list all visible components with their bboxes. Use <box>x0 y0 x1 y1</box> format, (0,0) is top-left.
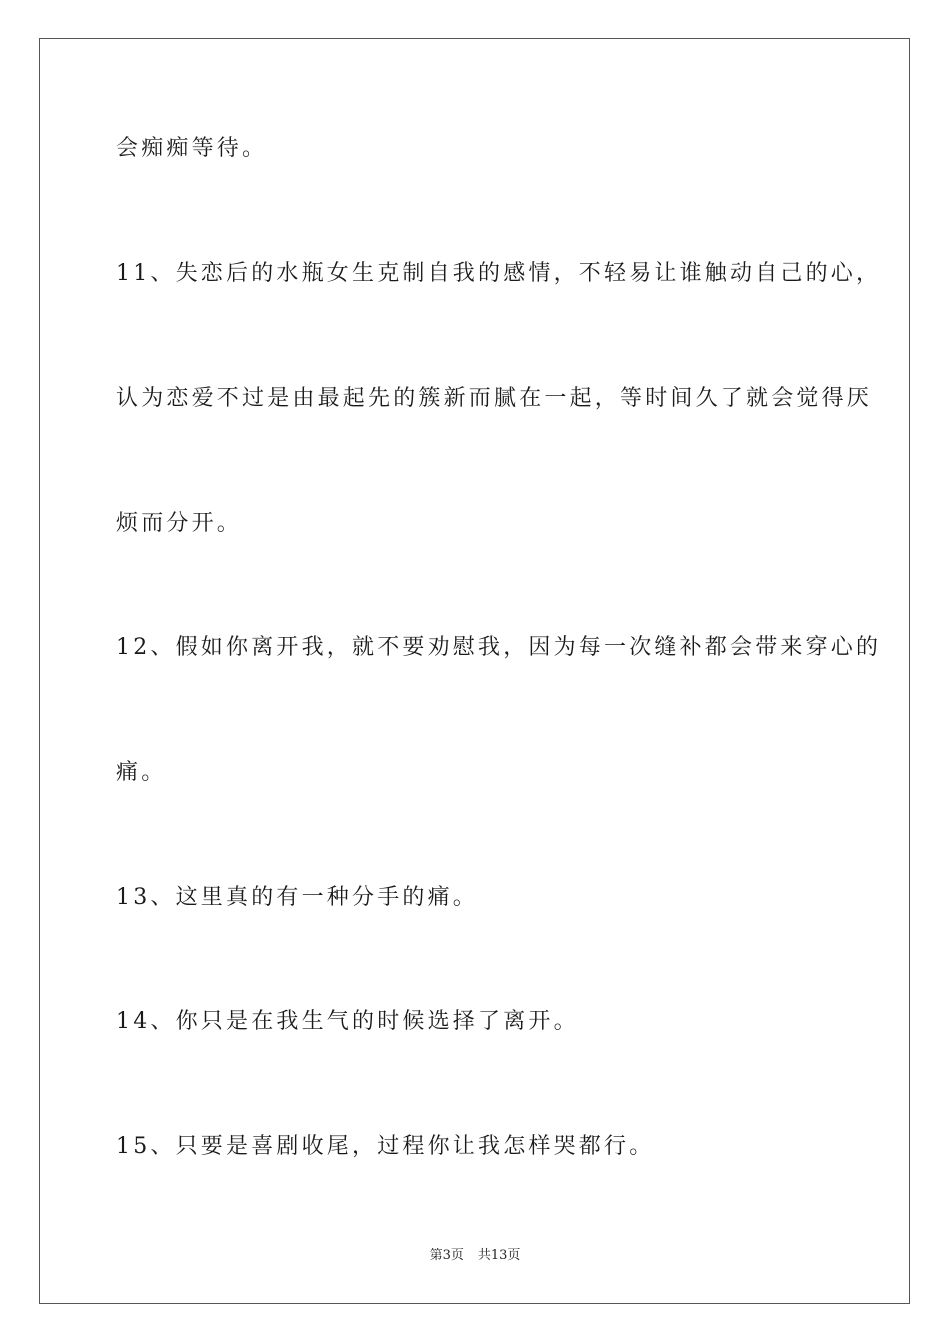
page-number-current: 第3页 <box>429 1248 464 1263</box>
page-footer <box>0 1247 950 1265</box>
text-line: 认为恋爱不过是由最起先的簇新而腻在一起，等时间久了就会觉得厌 <box>116 386 873 411</box>
text-line: 14、你只是在我生气的时候选择了离开。 <box>116 1009 579 1034</box>
text-line: 痛。 <box>116 760 167 785</box>
page-number-total: 共13页 <box>477 1248 521 1263</box>
page-border <box>39 38 910 1304</box>
text-line: 烦而分开。 <box>116 511 243 536</box>
text-line: 12、假如你离开我，就不要劝慰我，因为每一次缝补都会带来穿心的 <box>116 635 882 660</box>
text-line: 11、失恋后的水瓶女生克制自我的感情，不轻易让谁触动自己的心， <box>116 261 882 286</box>
text-line: 13、这里真的有一种分手的痛。 <box>116 885 478 910</box>
text-line: 15、只要是喜剧收尾，过程你让我怎样哭都行。 <box>116 1134 655 1159</box>
text-line: 会痴痴等待。 <box>116 136 268 161</box>
